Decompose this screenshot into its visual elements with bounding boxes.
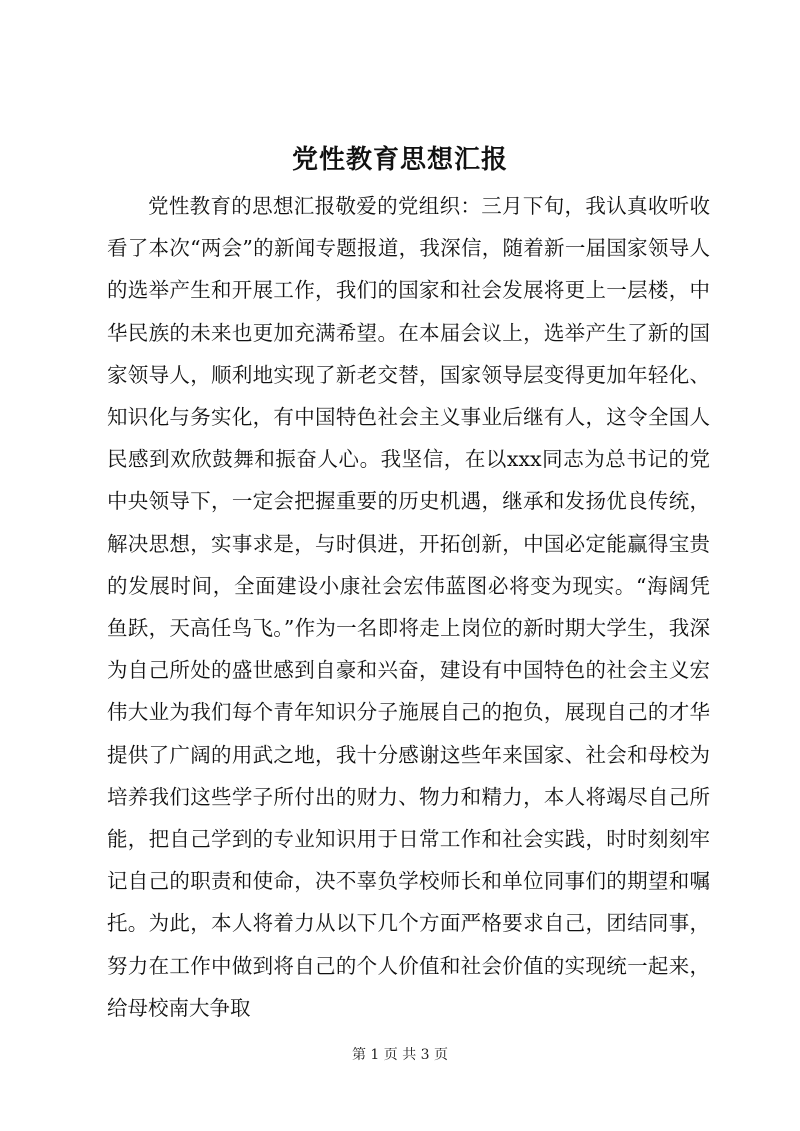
document-title: 党性教育思想汇报 [291,145,508,175]
page-number-footer: 第 1 页 共 3 页 [351,1047,449,1063]
document-body-paragraph: 党性教育的思想汇报敬爱的党组织：三月下旬，我认真收听收看了本次“两会”的新闻专题报道，我深信，随着新一届国家领导人的选举产生和开展工作，我们的国家和社会发展将更上一层楼，中华民族的未来也更加充满希望。在本届会议上，选举产生了新的国家领导人，顺利地实现了新老交替，国家领导层变得更加年轻化、知识化与务实化，有中国特色社会主义事业后继有人，这令全国人民感到欢欣鼓舞和振奋人心。我坚信，在以xxx同志为总书记的党中央领导下，一定会把握重要的历史机遇，继承和发扬优良传统，解决思想，实事求是，与时俱进，开拓创新，中国必定能赢得宝贵的发展时间，全面建设小康社会宏伟蓝图必将变为现实。“海阔凭鱼跃，天高任鸟飞。”作为一名即将走上岗位的新时期大学生，我深为自己所处的盛世感到自豪和兴奋，建设有中国特色的社会主义宏伟大业为我们每个青年知识分子施展自己的抱负，展现自己的才华提供了广阔的用武之地，我十分感谢这些年来国家、社会和母校为培养我们这些学子所付出的财力、物力和精力，本人将竭尽自己所能，把自己学到的专业知识用于日常工作和社会实践，时时刻刻牢记自己的职责和使命，决不辜负学校师长和单位同事们的期望和嘱托。为此，本人将着力从以下几个方面严格要求自己，团结同事，努力在工作中做到将自己的个人价值和社会价值的实现统一起来，给母校南大争取 [107,194,710,1020]
